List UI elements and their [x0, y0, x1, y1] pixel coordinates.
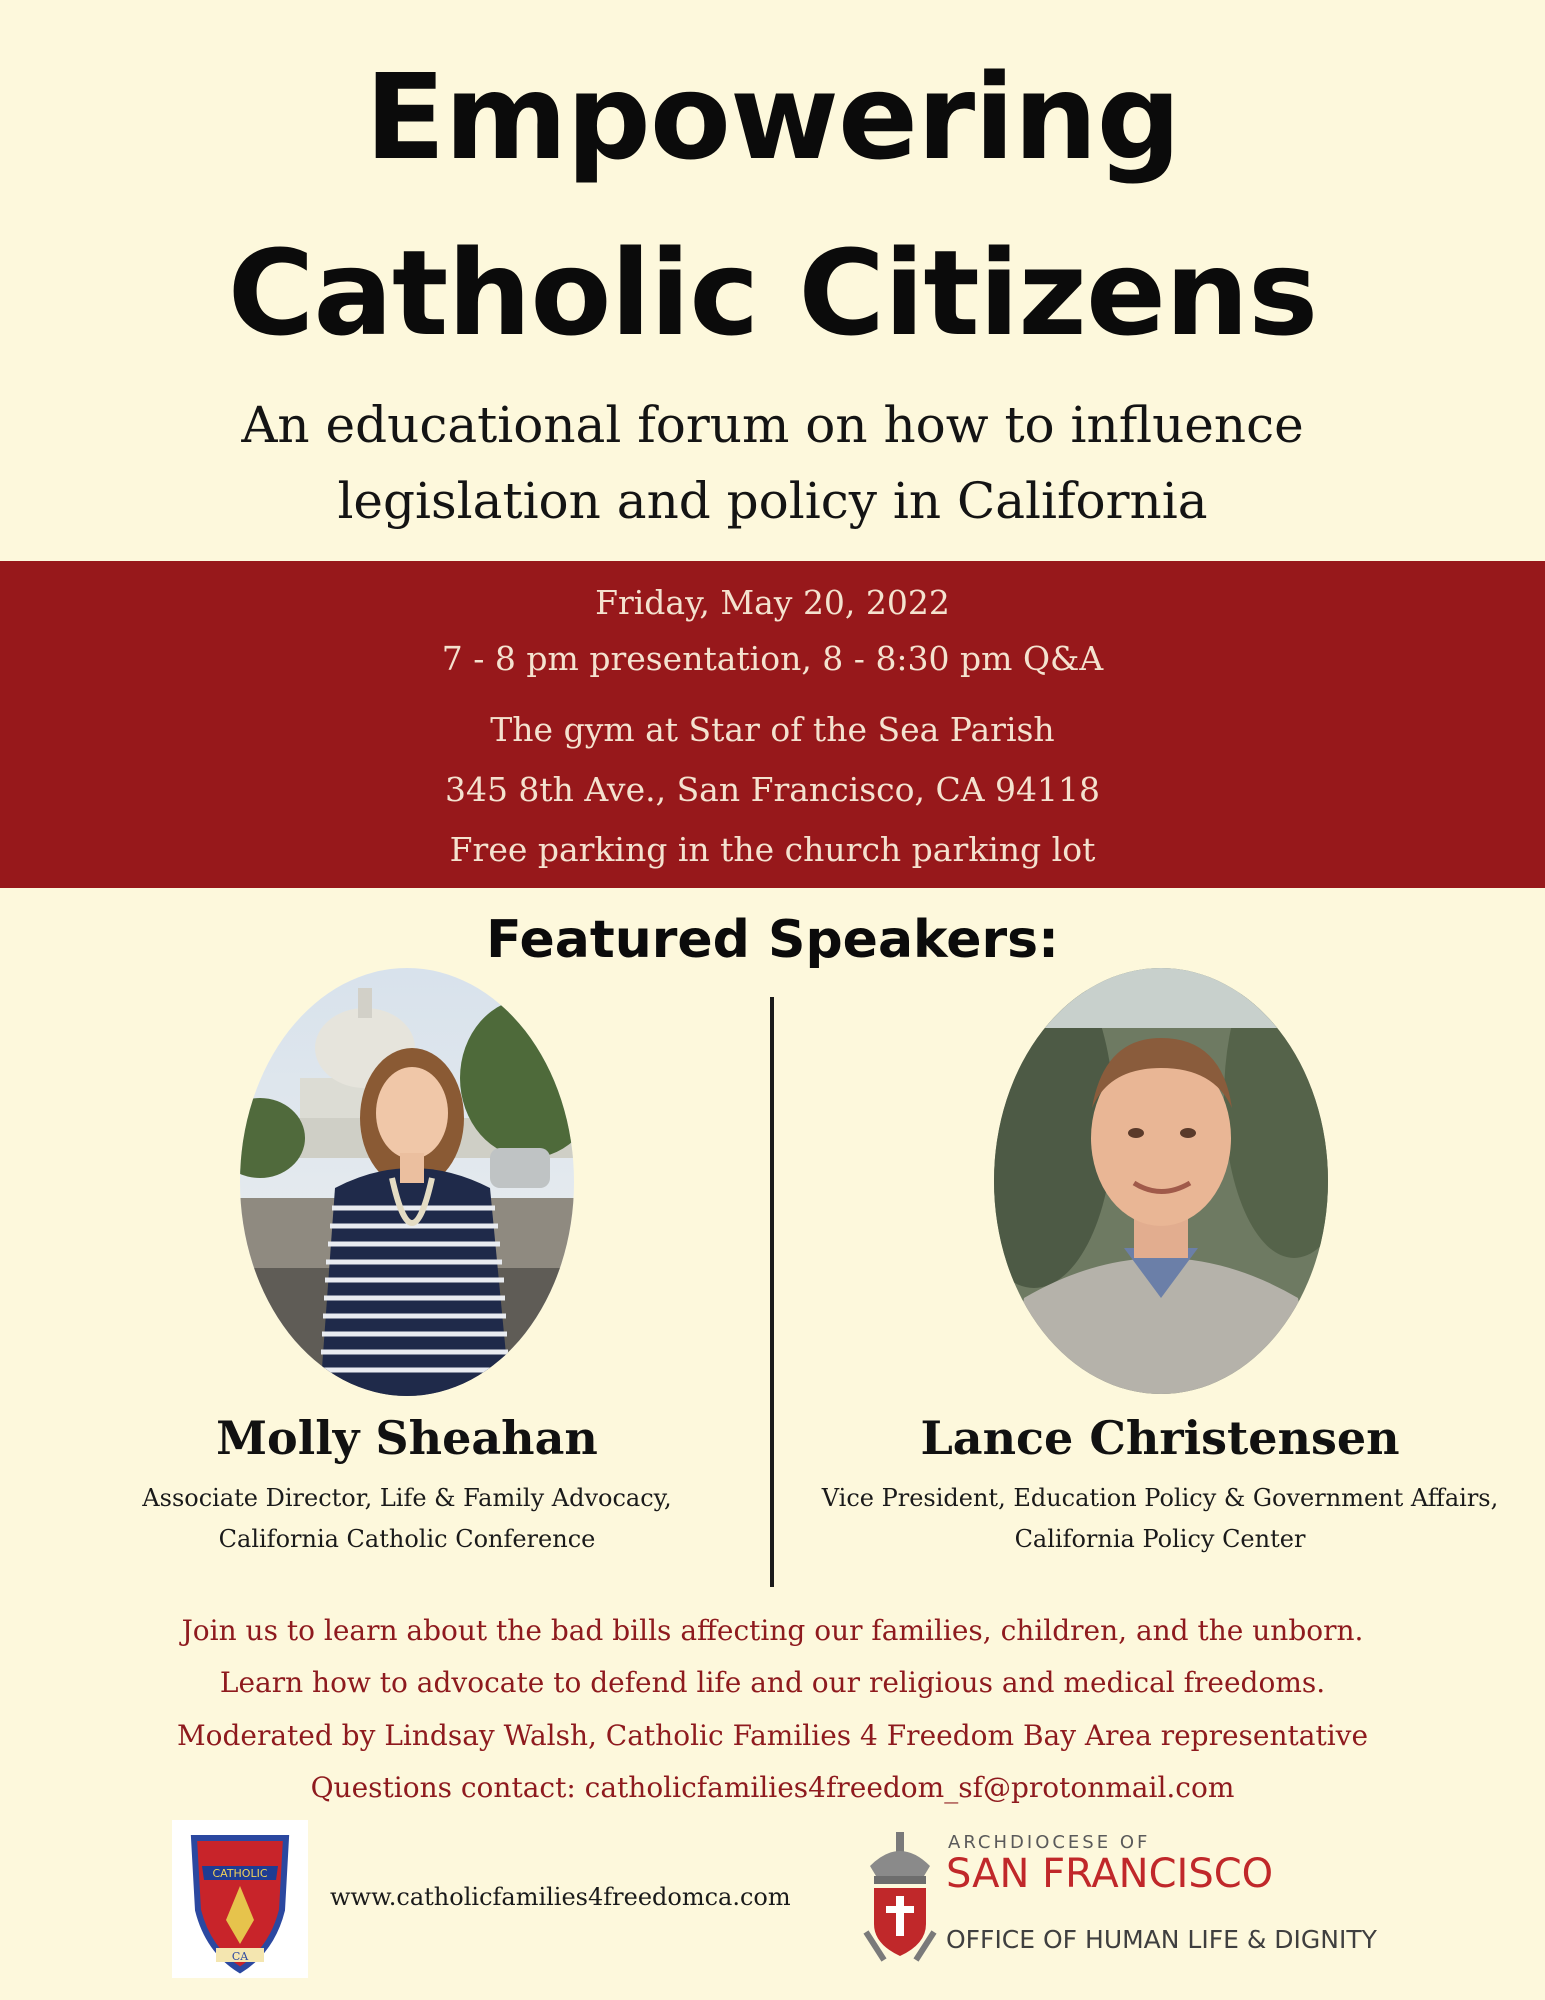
flyer-title-line-2: Catholic Citizens — [227, 224, 1318, 362]
event-date: Friday, May 20, 2022 — [595, 583, 950, 622]
event-details-band — [0, 561, 1545, 888]
speaker-role-lance-line-1: Vice President, Education Policy & Government Affairs, — [821, 1484, 1499, 1512]
speaker-name-molly: Molly Sheahan — [216, 1411, 598, 1465]
website-link[interactable]: www.catholicfamilies4freedomca.com — [330, 1883, 791, 1911]
speaker-role-molly — [90, 1478, 724, 1560]
speaker-role-molly-line-1: Associate Director, Life & Family Advocacy, — [142, 1484, 672, 1512]
archdiocese-crest-icon — [860, 1832, 940, 1964]
office-name: OFFICE OF HUMAN LIFE & DIGNITY — [946, 1925, 1377, 1954]
info-line-2: Learn how to advocate to defend life and our religious and medical freedoms. — [219, 1666, 1326, 1699]
event-address: 345 8th Ave., San Francisco, CA 94118 — [444, 770, 1101, 809]
speaker-photo-molly — [240, 968, 574, 1396]
featured-speakers-heading: Featured Speakers: — [486, 910, 1059, 970]
subtitle-line-1: An educational forum on how to influence — [241, 396, 1304, 454]
info-contact-line[interactable]: Questions contact: catholicfamilies4freedom_sf@protonmail.com — [310, 1771, 1235, 1804]
event-parking: Free parking in the church parking lot — [449, 830, 1096, 869]
info-line-1: Join us to learn about the bad bills affecting our families, children, and the unborn. — [181, 1614, 1364, 1647]
speaker-role-lance — [780, 1478, 1540, 1560]
event-venue: The gym at Star of the Sea Parish — [490, 710, 1055, 749]
info-line-3: Moderated by Lindsay Walsh, Catholic Families 4 Freedom Bay Area representative — [176, 1719, 1369, 1752]
archdiocese-name: SAN FRANCISCO — [946, 1851, 1274, 1897]
speaker-role-lance-line-2: California Policy Center — [1014, 1525, 1306, 1553]
event-time: 7 - 8 pm presentation, 8 - 8:30 pm Q&A — [441, 639, 1104, 678]
speaker-role-molly-line-2: California Catholic Conference — [218, 1525, 596, 1553]
speaker-photo-lance — [994, 968, 1328, 1394]
speaker-divider — [770, 997, 774, 1587]
speaker-name-lance: Lance Christensen — [920, 1411, 1400, 1465]
subtitle-line-2: legislation and policy in California — [337, 472, 1208, 530]
logo-catholic-text: CATHOLIC — [212, 1867, 268, 1880]
catholic-families-logo — [172, 1820, 308, 1978]
archdiocese-top-text: ARCHDIOCESE OF — [948, 1832, 1151, 1853]
logo-ca-text: CA — [231, 1950, 249, 1963]
flyer-title-line-1: Empowering — [364, 48, 1181, 186]
